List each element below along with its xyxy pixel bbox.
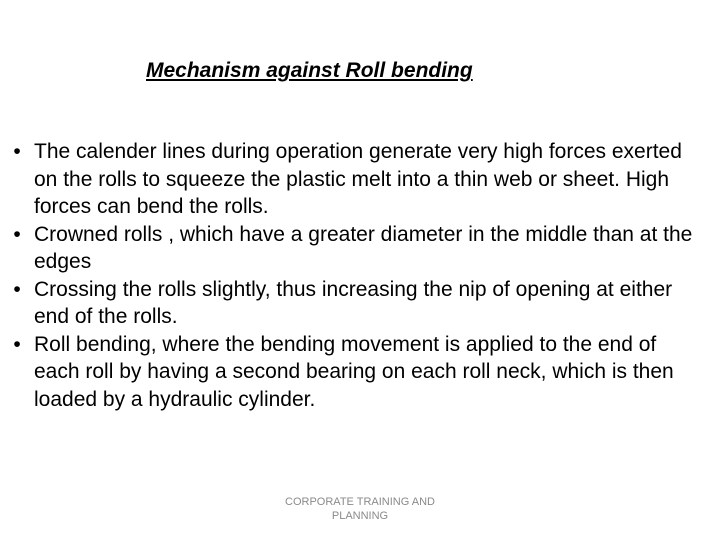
bullet-item xyxy=(0,331,720,414)
footer-line-2: PLANNING xyxy=(331,510,389,522)
bullet-text: The calender lines during operation generate very high forces exerted on the rolls to squeeze the plastic melt into a thin web or sheet. High forces can bend the rolls. xyxy=(34,140,682,218)
bullet-item xyxy=(0,276,720,331)
slide-title: Mechanism against Roll bending xyxy=(146,59,473,82)
bullet-dot-icon: • xyxy=(13,332,21,356)
bullet-text: Crowned rolls , which have a greater diameter in the middle than at the edges xyxy=(34,222,693,273)
footer-line-1: CORPORATE TRAINING AND xyxy=(285,496,435,508)
bullet-dot-icon: • xyxy=(13,140,21,163)
bullet-dot-icon: • xyxy=(13,222,21,246)
bullet-list xyxy=(0,138,720,413)
bullet-dot-icon: • xyxy=(13,277,21,301)
bullet-item xyxy=(0,221,720,276)
bullet-text: Crossing the rolls slightly, thus increasing the nip of opening at either end of the rolls. xyxy=(34,277,673,328)
bullet-text: Roll bending, where the bending movement is applied to the end of each roll by having a second bearing on each roll neck, which is then loaded by a hydraulic cylinder. xyxy=(34,332,674,411)
footer xyxy=(240,495,480,523)
bullet-item xyxy=(0,138,720,221)
